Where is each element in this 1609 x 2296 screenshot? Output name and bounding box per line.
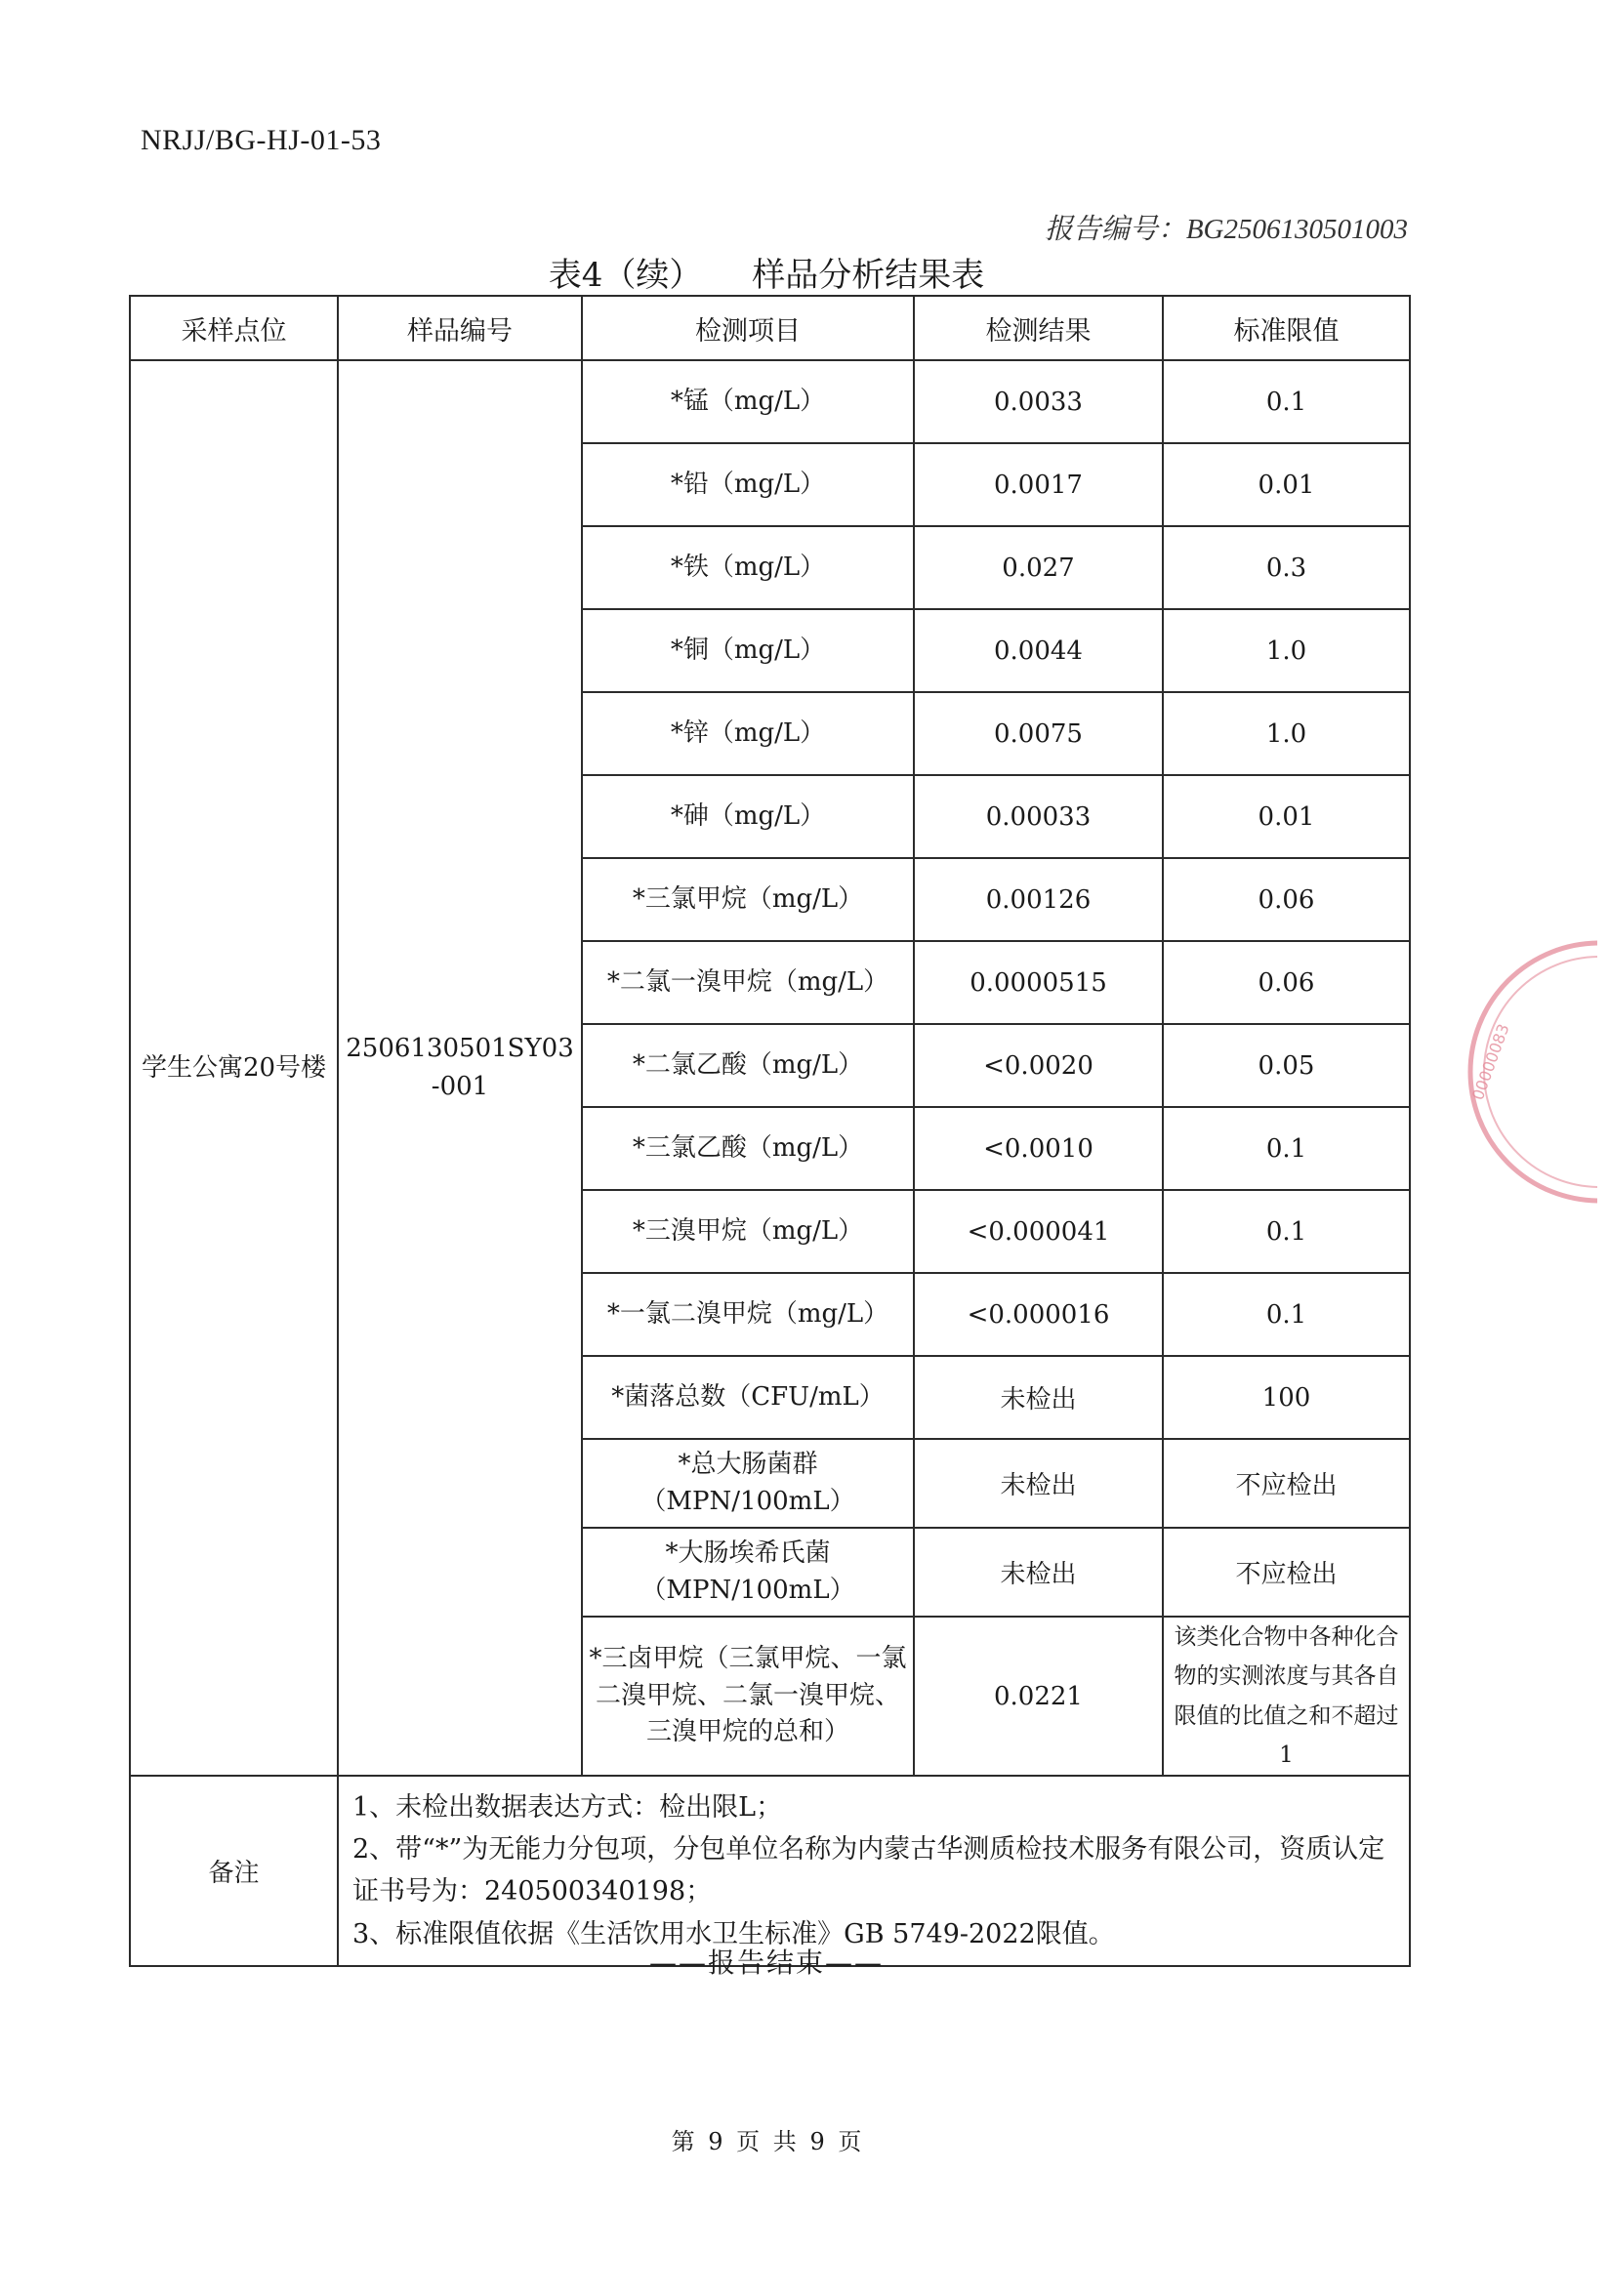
standard-limit-cell: 0.1: [1163, 360, 1410, 443]
standard-limit-cell: 不应检出: [1163, 1439, 1410, 1528]
standard-limit-cell: 1.0: [1163, 609, 1410, 692]
standard-limit-cell: 不应检出: [1163, 1528, 1410, 1617]
note-line: 1、未检出数据表达方式：检出限L；: [352, 1792, 783, 1823]
test-result-cell: <0.000016: [914, 1273, 1163, 1356]
test-result-cell: 0.027: [914, 526, 1163, 609]
standard-limit-cell: 1.0: [1163, 692, 1410, 775]
notes-content: [338, 1776, 1410, 1966]
report-end-marker: ——报告结束——: [648, 1947, 884, 1979]
column-header-sample-id: 样品编号: [338, 296, 582, 360]
standard-limit-cell: 该类化合物中各种化合物的实测浓度与其各自限值的比值之和不超过1: [1163, 1617, 1410, 1776]
test-item-cell: *铁（mg/L）: [582, 526, 914, 609]
standard-limit-cell: 0.06: [1163, 858, 1410, 941]
note-line: 3、标准限值依据《生活饮用水卫生标准》GB 5749-2022限值。: [352, 1918, 1115, 1949]
standard-limit-cell: 0.1: [1163, 1273, 1410, 1356]
test-result-cell: 0.0044: [914, 609, 1163, 692]
test-result-cell: 0.00126: [914, 858, 1163, 941]
sampling-location-cell: 学生公寓20号楼: [130, 360, 338, 1776]
test-result-cell: 未检出: [914, 1439, 1163, 1528]
test-result-cell: 未检出: [914, 1356, 1163, 1439]
test-item-cell: *大肠埃希氏菌（MPN/100mL）: [582, 1528, 914, 1617]
column-header-limit: 标准限值: [1163, 296, 1410, 360]
test-item-cell: *铅（mg/L）: [582, 443, 914, 526]
test-item-cell: *锰（mg/L）: [582, 360, 914, 443]
table-row: [130, 360, 1410, 443]
standard-limit-cell: 0.01: [1163, 775, 1410, 858]
test-item-cell: *总大肠菌群（MPN/100mL）: [582, 1439, 914, 1528]
test-item-cell: *三氯甲烷（mg/L）: [582, 858, 914, 941]
standard-limit-cell: 0.1: [1163, 1107, 1410, 1190]
column-header-location: 采样点位: [130, 296, 338, 360]
standard-limit-cell: 100: [1163, 1356, 1410, 1439]
notes-row: [130, 1776, 1410, 1966]
notes-label: 备注: [130, 1776, 338, 1966]
test-item-cell: *三氯乙酸（mg/L）: [582, 1107, 914, 1190]
test-item-cell: *三卤甲烷（三氯甲烷、一氯二溴甲烷、二氯一溴甲烷、三溴甲烷的总和）: [582, 1617, 914, 1776]
test-result-cell: 0.0033: [914, 360, 1163, 443]
test-result-cell: <0.000041: [914, 1190, 1163, 1273]
seal-text: 00000083: [1467, 1021, 1513, 1103]
test-result-cell: 0.0017: [914, 443, 1163, 526]
test-item-cell: *三溴甲烷（mg/L）: [582, 1190, 914, 1273]
standard-limit-cell: 0.01: [1163, 443, 1410, 526]
column-header-result: 检测结果: [914, 296, 1163, 360]
note-line: 2、带“*”为无能力分包项，分包单位名称为内蒙古华测质检技术服务有限公司，资质认定证书号为：240500340198；: [352, 1834, 1385, 1907]
test-item-cell: *铜（mg/L）: [582, 609, 914, 692]
test-item-cell: *砷（mg/L）: [582, 775, 914, 858]
standard-limit-cell: 0.1: [1163, 1190, 1410, 1273]
test-result-cell: 0.0221: [914, 1617, 1163, 1776]
results-table: [129, 295, 1411, 1967]
standard-limit-cell: 0.05: [1163, 1024, 1410, 1107]
test-item-cell: *菌落总数（CFU/mL）: [582, 1356, 914, 1439]
company-seal-stamp: [1431, 930, 1597, 1213]
report-number: 报告编号：BG2506130501003: [1044, 214, 1408, 245]
test-item-cell: *二氯乙酸（mg/L）: [582, 1024, 914, 1107]
test-result-cell: 0.0075: [914, 692, 1163, 775]
standard-limit-cell: 0.06: [1163, 941, 1410, 1024]
test-result-cell: 0.00033: [914, 775, 1163, 858]
test-result-cell: <0.0010: [914, 1107, 1163, 1190]
test-item-cell: *锌（mg/L）: [582, 692, 914, 775]
test-item-cell: *二氯一溴甲烷（mg/L）: [582, 941, 914, 1024]
standard-limit-cell: 0.3: [1163, 526, 1410, 609]
document-code: NRJJ/BG-HJ-01-53: [141, 124, 382, 156]
table-title: 表4（续） 样品分析结果表: [548, 256, 985, 295]
test-result-cell: 未检出: [914, 1528, 1163, 1617]
page-number: 第 9 页 共 9 页: [671, 2128, 862, 2155]
sample-id-cell: 2506130501SY03-001: [338, 360, 582, 1776]
test-result-cell: <0.0020: [914, 1024, 1163, 1107]
column-header-item: 检测项目: [582, 296, 914, 360]
test-item-cell: *一氯二溴甲烷（mg/L）: [582, 1273, 914, 1356]
table-header-row: [130, 296, 1410, 360]
test-result-cell: 0.0000515: [914, 941, 1163, 1024]
